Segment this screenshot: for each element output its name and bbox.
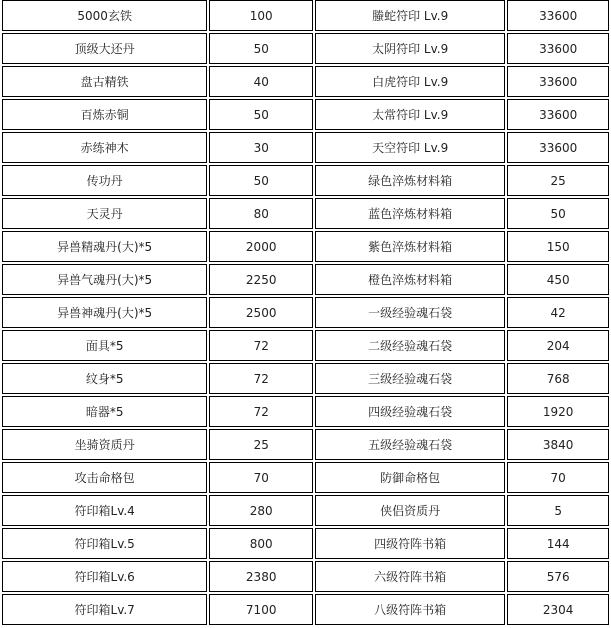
item-name-cell: 一级经验魂石袋 — [315, 297, 505, 328]
item-name-cell: 异兽精魂丹(大)*5 — [2, 231, 207, 262]
item-price-cell: 70 — [507, 462, 609, 493]
item-name-cell: 传功丹 — [2, 165, 207, 196]
item-price-cell: 7100 — [209, 594, 313, 625]
item-name-cell: 暗器*5 — [2, 396, 207, 427]
item-price-cell: 50 — [209, 99, 313, 130]
item-name-cell: 三级经验魂石袋 — [315, 363, 505, 394]
item-name-cell: 面具*5 — [2, 330, 207, 361]
table-row — [2, 33, 609, 64]
item-price-cell: 768 — [507, 363, 609, 394]
item-name-cell: 八级符阵书箱 — [315, 594, 505, 625]
item-price-cell: 2500 — [209, 297, 313, 328]
item-price-cell: 25 — [507, 165, 609, 196]
item-name-cell: 符印箱Lv.7 — [2, 594, 207, 625]
item-price-cell: 50 — [209, 165, 313, 196]
item-name-cell: 四级经验魂石袋 — [315, 396, 505, 427]
item-price-cell: 40 — [209, 66, 313, 97]
item-price-cell: 30 — [209, 132, 313, 163]
item-name-cell: 符印箱Lv.4 — [2, 495, 207, 526]
item-price-cell: 576 — [507, 561, 609, 592]
item-name-cell: 百炼赤铜 — [2, 99, 207, 130]
item-name-cell: 白虎符印 Lv.9 — [315, 66, 505, 97]
item-price-cell: 2304 — [507, 594, 609, 625]
item-price-cell: 33600 — [507, 0, 609, 31]
table-row — [2, 396, 609, 427]
table-row — [2, 462, 609, 493]
table-row — [2, 66, 609, 97]
table-row — [2, 198, 609, 229]
item-name-cell: 坐骑资质丹 — [2, 429, 207, 460]
item-price-cell: 150 — [507, 231, 609, 262]
item-name-cell: 螣蛇符印 Lv.9 — [315, 0, 505, 31]
table-row — [2, 0, 609, 31]
item-name-cell: 紫色淬炼材料箱 — [315, 231, 505, 262]
item-price-cell: 42 — [507, 297, 609, 328]
table-body — [2, 0, 609, 625]
item-price-cell: 204 — [507, 330, 609, 361]
item-name-cell: 天空符印 Lv.9 — [315, 132, 505, 163]
table-row — [2, 99, 609, 130]
item-price-cell: 72 — [209, 396, 313, 427]
item-name-cell: 天灵丹 — [2, 198, 207, 229]
item-name-cell: 蓝色淬炼材料箱 — [315, 198, 505, 229]
item-name-cell: 太阴符印 Lv.9 — [315, 33, 505, 64]
table-row — [2, 363, 609, 394]
item-name-cell: 5000玄铁 — [2, 0, 207, 31]
item-price-cell: 50 — [507, 198, 609, 229]
item-name-cell: 赤练神木 — [2, 132, 207, 163]
item-price-cell: 72 — [209, 363, 313, 394]
item-price-cell: 70 — [209, 462, 313, 493]
table-row — [2, 165, 609, 196]
item-name-cell: 顶级大还丹 — [2, 33, 207, 64]
table-row — [2, 429, 609, 460]
item-price-cell: 3840 — [507, 429, 609, 460]
item-price-cell: 33600 — [507, 66, 609, 97]
item-name-cell: 六级符阵书箱 — [315, 561, 505, 592]
item-price-cell: 2000 — [209, 231, 313, 262]
table-row — [2, 330, 609, 361]
item-price-cell: 450 — [507, 264, 609, 295]
item-name-cell: 异兽神魂丹(大)*5 — [2, 297, 207, 328]
table-row — [2, 561, 609, 592]
table-row — [2, 594, 609, 625]
table-row — [2, 231, 609, 262]
table-row — [2, 528, 609, 559]
item-name-cell: 侠侣资质丹 — [315, 495, 505, 526]
item-name-cell: 绿色淬炼材料箱 — [315, 165, 505, 196]
item-name-cell: 防御命格包 — [315, 462, 505, 493]
item-name-cell: 盘古精铁 — [2, 66, 207, 97]
item-price-cell: 72 — [209, 330, 313, 361]
item-price-cell: 50 — [209, 33, 313, 64]
item-price-cell: 2380 — [209, 561, 313, 592]
table-row — [2, 132, 609, 163]
item-price-cell: 5 — [507, 495, 609, 526]
table-row — [2, 297, 609, 328]
item-price-cell: 800 — [209, 528, 313, 559]
item-name-cell: 符印箱Lv.5 — [2, 528, 207, 559]
item-name-cell: 橙色淬炼材料箱 — [315, 264, 505, 295]
item-price-cell: 33600 — [507, 33, 609, 64]
item-name-cell: 五级经验魂石袋 — [315, 429, 505, 460]
item-price-cell: 33600 — [507, 132, 609, 163]
item-name-cell: 攻击命格包 — [2, 462, 207, 493]
item-price-cell: 100 — [209, 0, 313, 31]
table-row — [2, 264, 609, 295]
item-name-cell: 符印箱Lv.6 — [2, 561, 207, 592]
item-price-cell: 80 — [209, 198, 313, 229]
item-price-cell: 1920 — [507, 396, 609, 427]
item-price-cell: 33600 — [507, 99, 609, 130]
item-price-cell: 25 — [209, 429, 313, 460]
item-name-cell: 纹身*5 — [2, 363, 207, 394]
item-name-cell: 太常符印 Lv.9 — [315, 99, 505, 130]
item-name-cell: 异兽气魂丹(大)*5 — [2, 264, 207, 295]
item-name-cell: 二级经验魂石袋 — [315, 330, 505, 361]
table-row — [2, 495, 609, 526]
item-price-cell: 2250 — [209, 264, 313, 295]
item-price-cell: 144 — [507, 528, 609, 559]
item-name-cell: 四级符阵书箱 — [315, 528, 505, 559]
item-price-cell: 280 — [209, 495, 313, 526]
